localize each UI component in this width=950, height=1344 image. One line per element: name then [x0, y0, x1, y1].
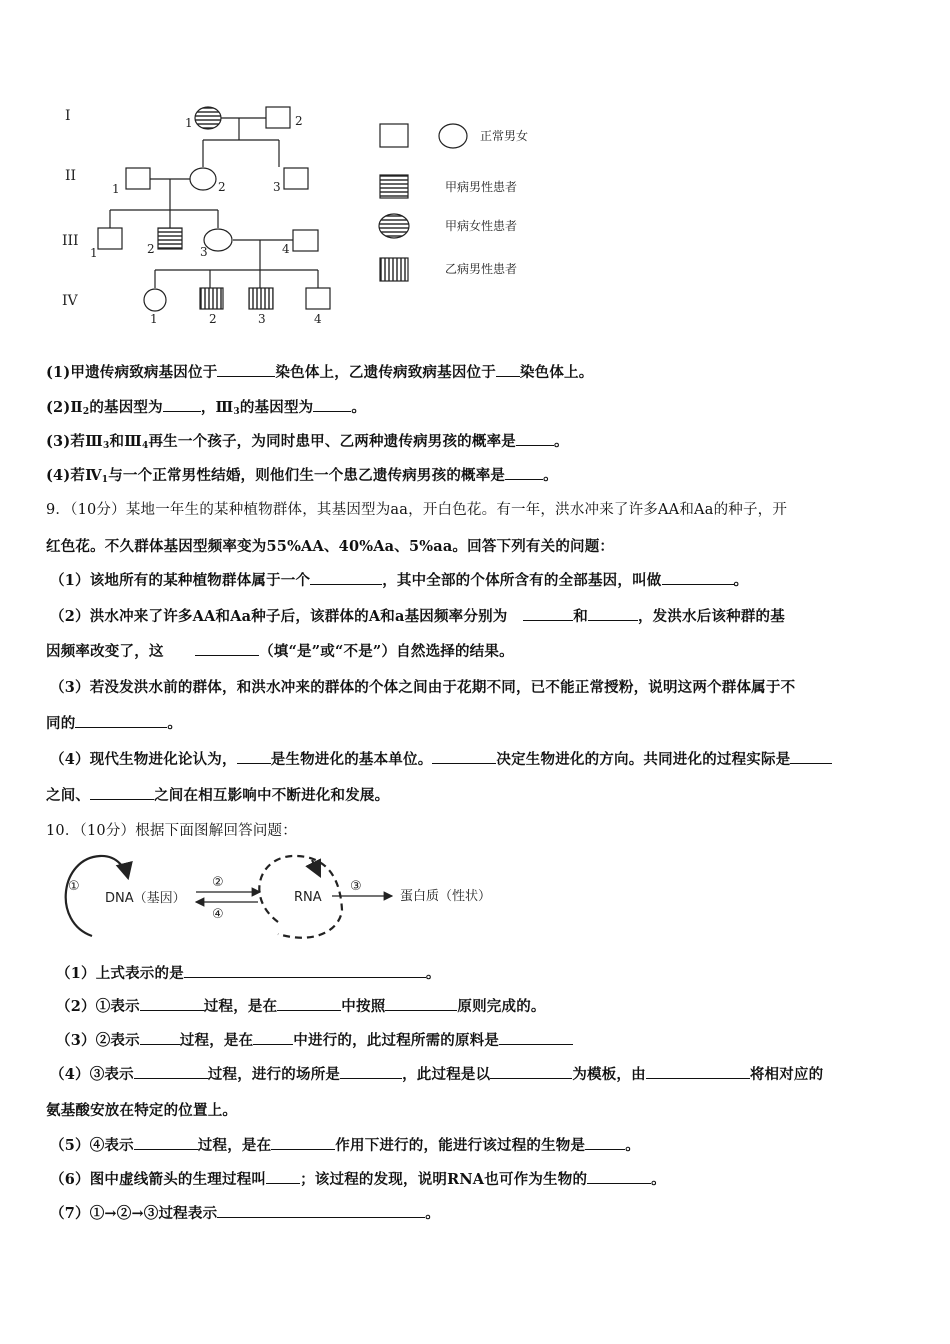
q9-part3: （3）若没发洪水前的群体，和洪水冲来的群体的个体之间由于花期不同，已不能正常授粉，说明这两个群体属于不: [50, 679, 796, 696]
q9-part1: （1）该地所有的某种植物群体属于一个 ，其中全部的个体所含有的全部基因，叫做 。: [50, 572, 749, 589]
q10-part2: （2）①表示 过程，是在 中按照 原则完成的。: [56, 998, 546, 1015]
II3-normal-male: [284, 168, 308, 189]
gen-label-I: I: [65, 108, 71, 124]
III2-affected-a-male: [158, 228, 182, 249]
gen-label-IV: IV: [62, 293, 78, 309]
IV3-affected-b-male: [249, 288, 273, 309]
answer-blank[interactable]: [140, 1030, 180, 1045]
answer-blank[interactable]: [134, 1064, 208, 1079]
num-IV2: 2: [209, 312, 217, 326]
pedigree-chart: [40, 95, 560, 335]
legend-b-male: [380, 258, 408, 281]
answer-blank[interactable]: [646, 1064, 750, 1079]
q9-part4: （4）现代生物进化论认为， 是生物进化的基本单位。 决定生物进化的方向。共同进化的过程实际是: [50, 748, 832, 769]
q9-part3-cont: 同的 。: [46, 715, 183, 732]
answer-blank[interactable]: [195, 641, 259, 656]
q8-part3: (3)若$Ⅲ_3$和$Ⅲ_4$再生一个孩子，为同时患甲、乙两种遗传病男孩的概率是 。: [46, 433, 569, 451]
num-IV4: 4: [314, 312, 322, 326]
answer-blank[interactable]: [217, 362, 275, 377]
answer-blank[interactable]: [140, 996, 204, 1011]
num-III3: 3: [200, 245, 208, 259]
num-IV3: 3: [258, 312, 266, 326]
num-III1: 1: [90, 246, 98, 260]
answer-blank[interactable]: [253, 1030, 293, 1045]
gen-label-III: III: [62, 233, 79, 249]
legend-normal-male: [380, 124, 408, 147]
II2-normal-female: [190, 168, 216, 190]
answer-blank[interactable]: [310, 570, 382, 585]
label-2: ②: [212, 875, 224, 890]
answer-blank[interactable]: [313, 397, 351, 412]
central-dogma-diagram: [60, 850, 530, 945]
num-III4: 4: [282, 242, 290, 256]
legend-a-female: [379, 214, 409, 238]
gen-label-II: II: [65, 168, 77, 184]
num-II3: 3: [273, 180, 281, 194]
answer-blank[interactable]: [790, 749, 832, 764]
answer-blank[interactable]: [585, 1135, 625, 1150]
label-rna: RNA: [294, 890, 322, 905]
num-I2: 2: [295, 114, 303, 128]
answer-blank[interactable]: [217, 1203, 425, 1218]
III4-normal-male: [293, 230, 318, 251]
q9-part2-cont: 因频率改变了，这 （填“是”或“不是”）自然选择的结果。: [46, 643, 514, 660]
label-protein-trait: 蛋白质（性状）: [400, 889, 492, 904]
answer-blank[interactable]: [490, 1064, 572, 1079]
label-1: ①: [68, 879, 80, 894]
q8-part1: (1)甲遗传病致病基因位于 染色体上，乙遗传病致病基因位于 染色体上。: [46, 364, 594, 381]
answer-blank[interactable]: [523, 606, 573, 621]
answer-blank[interactable]: [271, 1135, 335, 1150]
answer-blank[interactable]: [134, 1135, 198, 1150]
answer-blank[interactable]: [432, 749, 496, 764]
answer-blank[interactable]: [505, 465, 543, 480]
q8-part4: (4)若$Ⅳ_1$与一个正常男性结婚，则他们生一个患乙遗传病男孩的概率是 。: [46, 467, 558, 485]
label-4: ④: [212, 907, 224, 922]
legend-a-male: [380, 175, 408, 198]
answer-blank[interactable]: [516, 431, 554, 446]
answer-blank[interactable]: [266, 1169, 300, 1184]
legend-b-male-label: 乙病男性患者: [445, 262, 518, 276]
num-II1: 1: [112, 182, 120, 196]
q9-part4-cont: 之间、 之间在相互影响中不断进化和发展。: [46, 787, 390, 804]
answer-blank[interactable]: [237, 749, 271, 764]
II1-normal-male: [126, 168, 150, 189]
legend-a-female-label: 甲病女性患者: [445, 219, 518, 233]
answer-blank[interactable]: [90, 785, 154, 800]
answer-blank[interactable]: [588, 606, 638, 621]
label-3: ③: [350, 879, 362, 894]
IV2-affected-b-male: [200, 288, 223, 309]
III3-normal-female: [204, 229, 232, 251]
q10-part3: （3）②表示 过程，是在 中进行的，此过程所需的原料是: [56, 1029, 573, 1050]
answer-blank[interactable]: [340, 1064, 402, 1079]
answer-blank[interactable]: [587, 1169, 651, 1184]
answer-blank[interactable]: [496, 362, 520, 377]
q10-part5: （5）④表示 过程，是在 作用下进行的，能进行该过程的生物是 。: [50, 1137, 640, 1154]
q9-intro-line2: 红色花。不久群体基因型频率变为55%AA、40%Aa、5%aa。回答下列有关的问题：: [46, 538, 615, 555]
q10-part6: （6）图中虚线箭头的生理过程叫 ；该过程的发现，说明RNA也可作为生物的 。: [50, 1171, 666, 1188]
legend-a-male-label: 甲病男性患者: [445, 180, 518, 194]
legend-normal-label: 正常男女: [480, 129, 529, 143]
q10-part4: （4）③表示 过程，进行的场所是 ，此过程是以 为模板，由 将相对应的: [50, 1066, 824, 1083]
answer-blank[interactable]: [662, 570, 734, 585]
q10-part4-cont: 氨基酸安放在特定的位置上。: [46, 1102, 238, 1119]
answer-blank[interactable]: [184, 963, 426, 978]
q9-part2: （2）洪水冲来了许多AA和Aa种子后，该群体的A和a基因频率分别为 和 ，发洪水后该种群的基: [50, 608, 785, 625]
answer-blank[interactable]: [385, 996, 457, 1011]
answer-blank[interactable]: [499, 1030, 573, 1045]
num-III2: 2: [147, 242, 155, 256]
q10-intro: 10．（10分）根据下面图解回答问题：: [46, 823, 297, 839]
label-dna-gene: DNA（基因）: [105, 891, 186, 906]
legend-normal-female: [439, 124, 467, 148]
num-IV1: 1: [150, 312, 158, 326]
answer-blank[interactable]: [277, 996, 341, 1011]
q10-part7: （7）①→②→③过程表示 。: [50, 1205, 440, 1222]
answer-blank[interactable]: [75, 713, 167, 728]
answer-blank[interactable]: [163, 397, 201, 412]
num-I1: 1: [185, 116, 193, 130]
q9-intro-line1: 9．（10分）某地一年生的某种植物群体，其基因型为aa，开白色花。有一年，洪水冲来了许多AA和Aa的种子，开: [46, 502, 788, 518]
q8-part2: $(2)Ⅱ_2$的基因型为 ，$Ⅲ_3$的基因型为 。: [46, 399, 367, 417]
IV1-normal-female: [144, 289, 166, 311]
q10-part1: （1）上式表示的是 。: [56, 965, 441, 982]
num-II2: 2: [218, 180, 226, 194]
I2-normal-male: [266, 107, 290, 128]
III1-normal-male: [98, 228, 122, 249]
I1-affected-female: [195, 107, 221, 129]
IV4-normal-male: [306, 288, 330, 309]
